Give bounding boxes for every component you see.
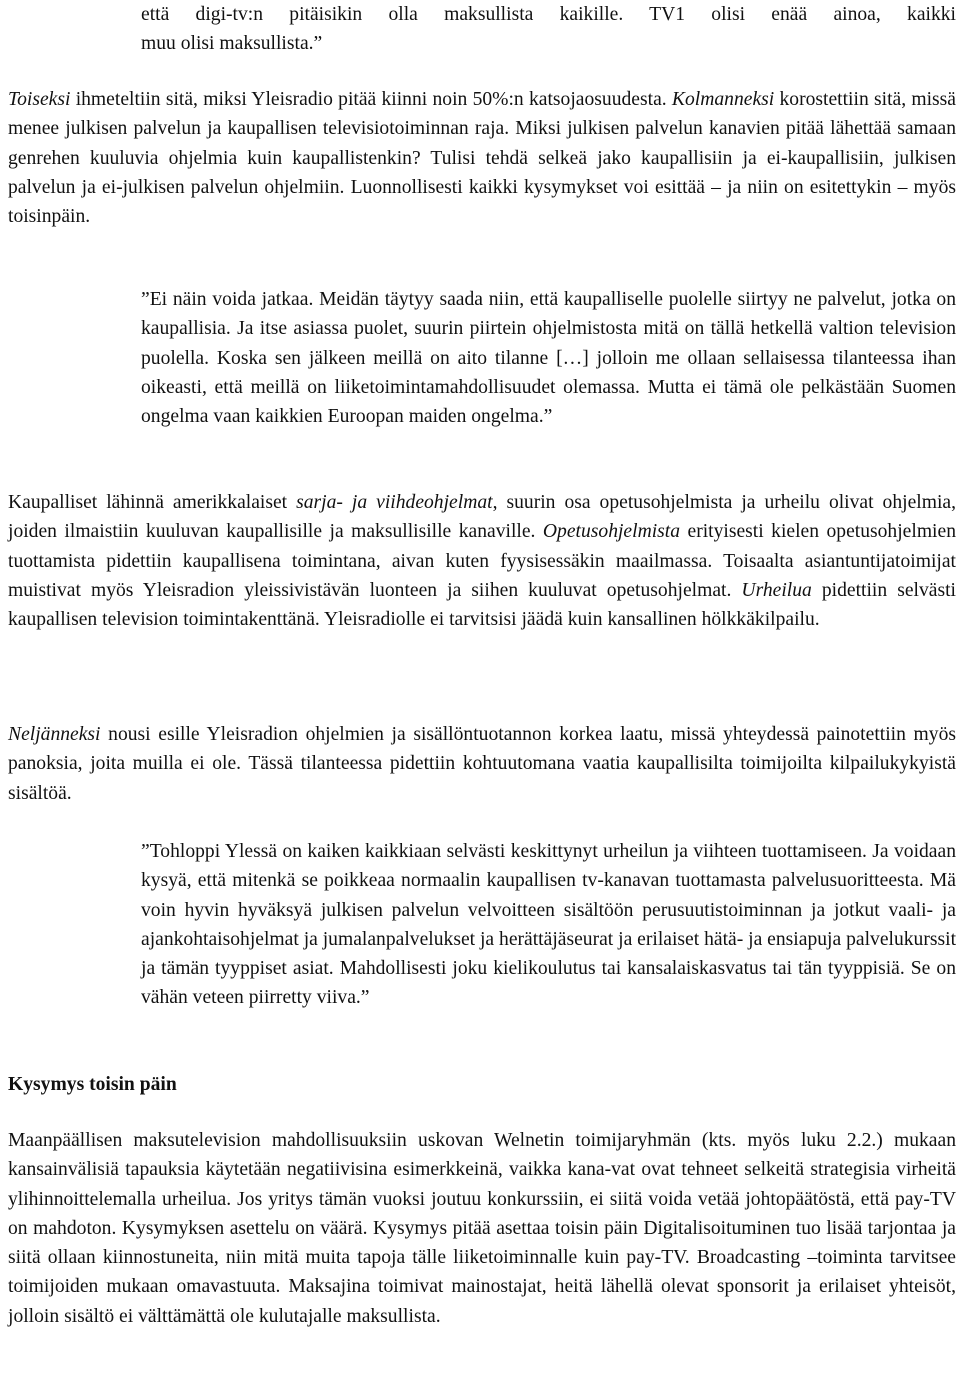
italic-sarja-viihdeohjelmat: sarja- ja viihdeohjelmat: [296, 492, 493, 513]
section-heading: Kysymys toisin päin: [8, 1074, 177, 1095]
paragraph-text: korostettiin sitä, missä menee julkisen palvelun ja kaupallisen televisiotoiminnan raja. Miksi julkisen palvelun kanavien pitää lähettää samaan genrehen kuuluvia ohjelmia kuin kaupallistenkin? Tulisi tehdä selkeä jako kaupallisiin ja ei-kaupallisiin, julkisen palvelun ja ei-julkisen palvelun ohjelmiin. Luonnollisesti kaikki kysymykset voi esittää – ja niin on esitettykin – myös toisinpäin.: [8, 89, 956, 228]
italic-neljanneksi: Neljänneksi: [8, 724, 101, 745]
paragraph-pay-tv: Maanpäällisen maksutelevision mahdollisuuksiin uskovan Welnetin toimijaryhmän (kts. myös luku 2.2.) mukaan kansainvälisiä tapauksia käytetään negatiivisina esimerkkeinä, vaikka kana-vat ovat tehneet selkeitä strategisia virheitä ylihinnoittelemalla urheilua. Jos yritys tämän vuoksi joutuu konkurssiin, ei siitä voida vetää johtopäätöstä, että pay-TV on mahdoton. Kysymyksen asettelu on väärä. Kysymys pitää asettaa toisin päin Digitalisoituminen tuo lisää tarjontaa ja siitä ollaan kiinnostuneita, niin mitä muita tapoja tälle liiketoiminnalle kuin pay-TV. Broadcasting –toiminta tarvitsee toimijoiden mukaan omavastuuta. Maksajina toimivat mainostajat, heitä lähellä olevat sponsorit ja erilaiset yhteisöt, jolloin sisältö ei välttämättä ole kulutajalle maksullista.: [8, 1130, 956, 1327]
paragraph-text: Kaupalliset lähinnä amerikkalaiset: [8, 492, 297, 513]
italic-kolmanneksi: Kolmanneksi: [671, 89, 775, 110]
paragraph-text: pidettiin selvästi kaupallisen television toimintakenttänä. Yleisradiolle ei tarvitsisi jäädä kuin kansallinen hölkkäkilpailu.: [8, 579, 956, 631]
paragraph-fourth-point: [8, 720, 956, 808]
italic-urheilua: Urheilua: [741, 579, 812, 601]
block-quote-2: ”Tohloppi Ylessä on kaiken kaikkiaan selvästi keskittynyt urheilun ja viihteen tuottamiseen. Ja voidaan kysyä, että mitenkä se poikkeaa normaalin kaupallisen tv-kanavan tuottamasta palvelusuoritteesta. Mä voin hyvin hyväksyä julkisen palvelun velvoitteen sisältöön perusuutistoiminnan ja jotkut vaali- ja ajankohtaisohjelmat ja jumalanpalvelukset ja herättäjäseurat ja erilaiset hätä- ja ensiapuja palvelukurssit ja tämän tyyppiset asiat. Mahdollisesti joku kielikoulutus tai kansalaiskasvatus tai tän tyyppisiä. Se on vähän veteen piirretty viiva.”: [141, 841, 957, 1009]
paragraph-text: erityisesti kielen opetusohjelmien tuottamista pidettiin kaupallisena toimintana, aivan kuten fyysisessäkin maailmassa. Toisaalta asiantuntijatoimijat muistivat myös Yleisradion yleissivistävän luonteen ja siihen kuuluvat opetusohjelmat.: [8, 521, 956, 601]
quote-continuation: [141, 0, 956, 59]
paragraph-text: ihmeteltiin sitä, miksi Yleisradio pitää kiinni noin 50%:n katsojaosuudesta.: [70, 89, 672, 110]
quote-continuation-line-1: että digi-tv:n pitäisikin olla maksullista kaikille. TV1 olisi enää ainoa, kaikki: [141, 4, 956, 25]
quote-continuation-line-2: muu olisi maksullista.”: [141, 33, 323, 55]
paragraph-commercial-programmes: [8, 488, 956, 634]
paragraph-second-third-points: [8, 85, 956, 231]
paragraph-text: , suurin osa opetusohjelmista ja urheilu olivat ohjelmia, joiden ilmaistiin kuuluvan kaupallisille ja maksullisille kanaville.: [8, 492, 957, 543]
block-quote-1: ”Ei näin voida jatkaa. Meidän täytyy saada niin, että kaupalliselle puolelle siirtyy ne palvelut, jotka on kaupallisia. Ja itse asiassa puolet, suurin piirtein ohjelmistosta mitä on tällä hetkellä valtion television puolella. Koska sen jälkeen meillä on aito tilanne […] jolloin me ollaan sellaisessa tilanteessa ihan oikeasti, että meillä on liiketoimintamahdollisuudet olemassa. Mutta ei tämä ole pelkästään Suomen ongelma vaan kaikkien Euroopan maiden ongelma.”: [141, 289, 956, 428]
italic-toiseksi: Toiseksi: [8, 89, 71, 110]
italic-opetusohjelmista: Opetusohjelmista: [542, 521, 681, 543]
paragraph-text: nousi esille Yleisradion ohjelmien ja sisällöntuotannon korkea laatu, missä yhteydessä painotettiin myös panoksia, joita muilla ei ole. Tässä tilanteessa pidettiin kohtuutomana vaatia kaupallisilta toimijoilta kilpailukykyistä sisältöä.: [8, 724, 956, 804]
